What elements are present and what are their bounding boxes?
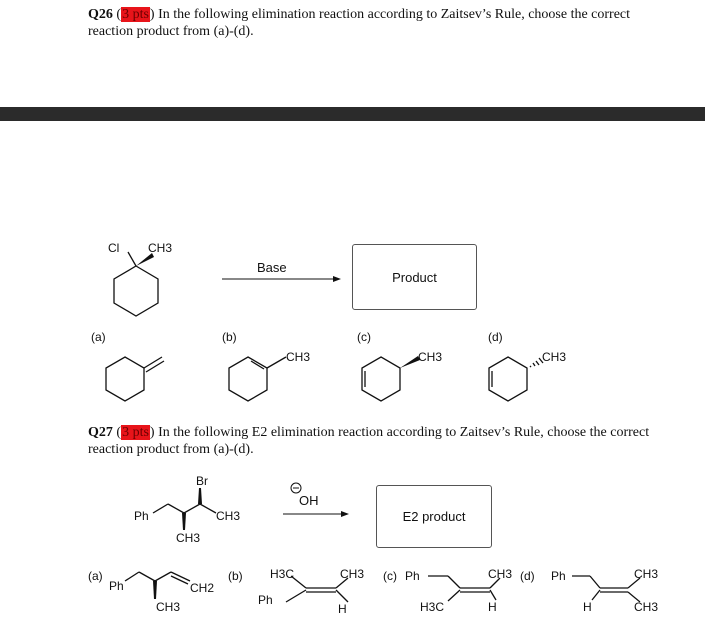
q26-product-box: [352, 244, 477, 310]
q27-option-a-ch3: CH3: [156, 600, 181, 614]
section-divider: [0, 107, 705, 121]
q27-reagent: OH: [299, 493, 319, 508]
q27-ch3-bottom-label: CH3: [176, 531, 201, 545]
q27-option-d-ph: Ph: [551, 569, 566, 583]
q27-question: Q27 (3 pts) In the following E2 elimination reaction according to Zaitsev’s Rule, choose the correct reaction product from (a)-(d).: [88, 425, 650, 457]
q27-option-b-h3c: H3C: [270, 567, 295, 581]
q27-option-b-ch3: CH3: [340, 567, 365, 581]
q26-option-c-label: (c): [357, 330, 371, 344]
q26-points-badge: 3 pts: [122, 7, 149, 22]
q26-reaction-arrow: [222, 276, 341, 282]
q26-number: Q26: [88, 7, 113, 22]
q27-option-c-label: (c): [383, 569, 397, 583]
q27-option-a-ch2: CH2: [190, 581, 215, 595]
q26-option-b-structure: [229, 357, 286, 401]
q27-option-a-ph: Ph: [109, 579, 124, 593]
q26-option-a-label: (a): [91, 330, 106, 344]
q26-cl-label: Cl: [108, 241, 120, 255]
q27-reaction-diagram: [0, 468, 705, 630]
q27-reactant: [153, 488, 216, 530]
q26-option-a-structure: [106, 357, 164, 401]
q26-text-line2: reaction product from (a)-(d).: [88, 24, 254, 39]
q27-product-label: E2 product: [402, 509, 466, 524]
q26-option-d-ch3: CH3: [542, 350, 567, 364]
q27-option-d-ch3-top: CH3: [634, 567, 659, 581]
q26-reagent: Base: [257, 260, 287, 275]
q27-option-b-structure: [286, 576, 348, 602]
q26-ch3-label: CH3: [148, 241, 173, 255]
q27-option-c-h: H: [488, 600, 497, 614]
q27-option-b-label: (b): [228, 569, 243, 583]
q26-text-line1: In the following elimination reaction according to Zaitsev’s Rule, choose the correct: [154, 7, 631, 22]
q26-product-label: Product: [392, 269, 437, 285]
q27-ph-label: Ph: [134, 509, 149, 523]
q26-option-c-structure: [362, 356, 420, 401]
q27-option-c-ch3: CH3: [488, 567, 513, 581]
q26-question: Q26 (3 pts) In the following elimination reaction according to Zaitsev’s Rule, choose the correct reaction product from (a)-(d).: [88, 7, 631, 39]
q27-option-b-h: H: [338, 602, 347, 616]
q27-reaction-arrow: [283, 511, 349, 517]
q27-charge-icon: [291, 483, 301, 493]
q27-option-b-ph: Ph: [258, 593, 273, 607]
q27-ch3-right-label: CH3: [216, 509, 241, 523]
q26-option-d-label: (d): [488, 330, 503, 344]
q27-br-label: Br: [196, 474, 208, 488]
q27-option-d-structure: [572, 576, 640, 602]
q27-product-box: [376, 485, 492, 548]
q27-option-d-label: (d): [520, 569, 535, 583]
q27-option-a-structure: [125, 572, 190, 599]
q26-option-b-label: (b): [222, 330, 237, 344]
q27-text-line1: In the following E2 elimination reaction according to Zaitsev’s Rule, choose the correct: [154, 425, 650, 440]
q27-option-a-label: (a): [88, 569, 103, 583]
q27-option-c-ph: Ph: [405, 569, 420, 583]
q26-option-d-structure: [489, 357, 543, 401]
q26-option-b-ch3: CH3: [286, 350, 311, 364]
q27-option-d-h: H: [583, 600, 592, 614]
q27-option-c-h3c: H3C: [420, 600, 445, 614]
q27-points-badge: 3 pts: [122, 425, 149, 440]
q27-text-line2: reaction product from (a)-(d).: [88, 442, 254, 457]
q27-option-d-ch3-bottom: CH3: [634, 600, 659, 614]
q26-reactant: [114, 252, 158, 316]
q27-number: Q27: [88, 425, 113, 440]
q26-option-c-ch3: CH3: [418, 350, 443, 364]
